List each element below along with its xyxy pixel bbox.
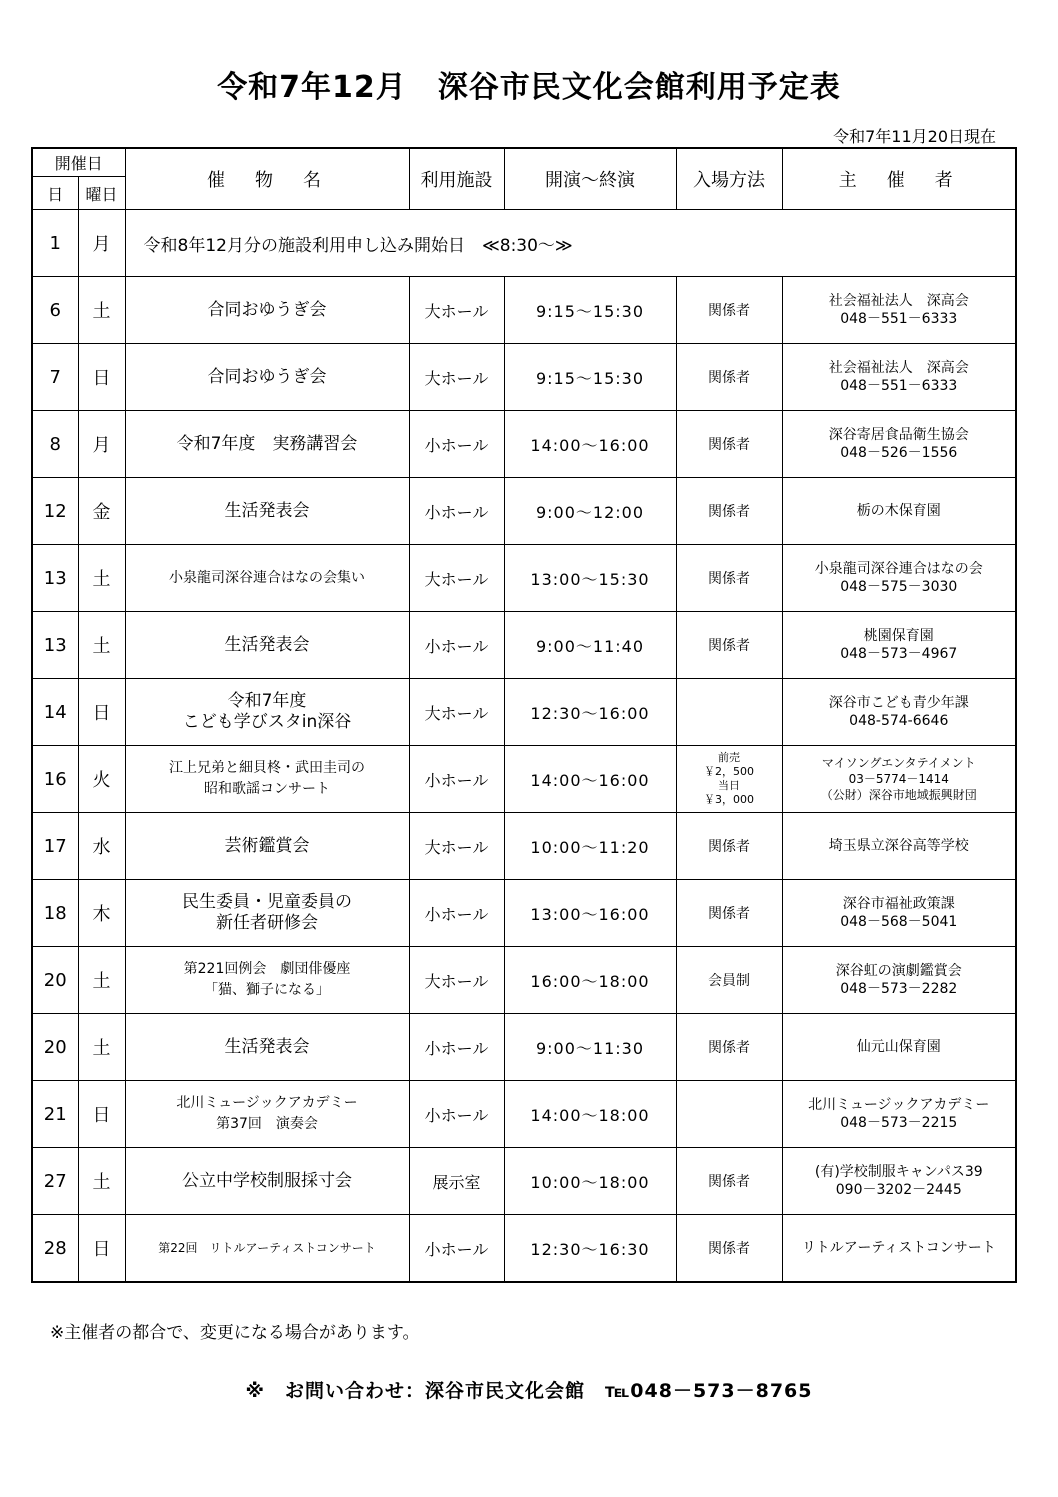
cell-event (125, 545, 409, 612)
cell-time: 14:00～16:00 (504, 411, 676, 478)
cell-entry (676, 813, 782, 880)
cell-time: 9:00～12:00 (504, 478, 676, 545)
schedule-table (31, 147, 1017, 1283)
cell-facility: 小ホール (409, 746, 504, 813)
table-row (32, 813, 1016, 880)
cell-time: 16:00～18:00 (504, 947, 676, 1014)
cell-organizer (782, 1215, 1016, 1283)
cell-line: 03－5774－1414 (848, 772, 949, 786)
cell-entry (676, 1081, 782, 1148)
cell-event (125, 679, 409, 746)
cell-entry (676, 411, 782, 478)
cell-event (125, 947, 409, 1014)
table-row (32, 947, 1016, 1014)
cell-organizer (782, 411, 1016, 478)
cell-weekday: 日 (78, 679, 125, 746)
cell-line: 048－551－6333 (840, 311, 958, 327)
cell-line: 090－3202－2445 (835, 1182, 962, 1198)
cell-day: 13 (32, 545, 78, 612)
cell-time: 9:00～11:40 (504, 612, 676, 679)
cell-weekday: 金 (78, 478, 125, 545)
cell-facility: 大ホール (409, 679, 504, 746)
notice-row (32, 210, 1016, 277)
cell-line: 関係者 (708, 638, 751, 654)
cell-facility: 大ホール (409, 947, 504, 1014)
cell-entry (676, 880, 782, 947)
cell-line: 桃園保育園 (863, 628, 934, 644)
cell-line: 合同おゆうぎ会 (207, 366, 327, 387)
cell-line: 深谷虹の演劇鑑賞会 (835, 963, 962, 979)
header-date-group: 開催日 (32, 148, 125, 177)
cell-entry (676, 545, 782, 612)
cell-time: 12:30～16:00 (504, 679, 676, 746)
cell-time: 13:00～15:30 (504, 545, 676, 612)
header-weekday: 曜日 (78, 177, 125, 210)
cell-line: 社会福祉法人 深高会 (828, 360, 969, 376)
table-row (32, 277, 1016, 344)
cell-organizer (782, 1014, 1016, 1081)
cell-line: 社会福祉法人 深高会 (828, 293, 969, 309)
cell-facility: 小ホール (409, 478, 504, 545)
cell-time: 13:00～16:00 (504, 880, 676, 947)
notice-text: 令和8年12月分の施設利用申し込み開始日 ≪8:30～≫ (125, 210, 1016, 277)
cell-day: 18 (32, 880, 78, 947)
cell-line: 048－573－2215 (840, 1115, 958, 1131)
cell-line: 第37回 演奏会 (216, 1116, 318, 1132)
cell-facility: 大ホール (409, 344, 504, 411)
cell-day: 27 (32, 1148, 78, 1215)
cell-time: 14:00～16:00 (504, 746, 676, 813)
cell-line: 民生委員・児童委員の (182, 892, 353, 912)
cell-facility: 大ホール (409, 545, 504, 612)
cell-organizer (782, 344, 1016, 411)
cell-line: 生活発表会 (224, 1036, 310, 1057)
cell-day: 16 (32, 746, 78, 813)
cell-time: 14:00～18:00 (504, 1081, 676, 1148)
cell-line: 仙元山保育園 (856, 1039, 941, 1055)
cell-line: 生活発表会 (224, 634, 310, 655)
page-title: 令和7年12月 深谷市民文化会館利用予定表 (217, 70, 841, 105)
cell-weekday: 日 (78, 1081, 125, 1148)
cell-facility: 大ホール (409, 277, 504, 344)
cell-line: 新任者研修会 (216, 913, 319, 933)
cell-weekday: 日 (78, 344, 125, 411)
cell-weekday: 火 (78, 746, 125, 813)
cell-line: こども学びスタin深谷 (182, 712, 352, 732)
cell-line: 関係者 (708, 504, 751, 520)
cell-line: 令和7年度 実務講習会 (176, 433, 358, 454)
cell-day: 20 (32, 947, 78, 1014)
cell-line: 048-574-6646 (849, 713, 949, 729)
cell-line: 深谷市こども青少年課 (828, 695, 969, 711)
cell-line: 048－526－1556 (840, 445, 958, 461)
cell-day: 20 (32, 1014, 78, 1081)
cell-organizer (782, 277, 1016, 344)
cell-entry (676, 1148, 782, 1215)
cell-entry (676, 947, 782, 1014)
header-entry: 入場方法 (676, 148, 782, 210)
cell-line: 江上兄弟と細貝柊・武田圭司の (169, 760, 366, 776)
cell-line: 関係者 (708, 571, 751, 587)
header-organizer: 主 催 者 (782, 148, 1016, 210)
cell-day: 8 (32, 411, 78, 478)
cell-line: 会員制 (708, 973, 751, 989)
cell-day: 28 (32, 1215, 78, 1283)
cell-line: 小泉龍司深谷連合はなの会集い (169, 569, 366, 586)
cell-line: 北川ミュージックアカデミー (176, 1095, 358, 1111)
cell-time: 10:00～11:20 (504, 813, 676, 880)
cell-weekday: 土 (78, 612, 125, 679)
table-row (32, 1081, 1016, 1148)
table-row (32, 344, 1016, 411)
cell-time: 10:00～18:00 (504, 1148, 676, 1215)
cell-facility: 小ホール (409, 1081, 504, 1148)
cell-entry (676, 1215, 782, 1283)
cell-weekday: 月 (78, 411, 125, 478)
cell-line: 栃の木保育園 (856, 503, 941, 519)
cell-weekday: 日 (78, 1215, 125, 1283)
cell-day: 6 (32, 277, 78, 344)
cell-line: 小泉龍司深谷連合はなの会 (814, 561, 983, 577)
header-day: 日 (32, 177, 78, 210)
header-event: 催 物 名 (125, 148, 409, 210)
cell-line: 048－551－6333 (840, 378, 958, 394)
cell-weekday: 土 (78, 1148, 125, 1215)
cell-event (125, 411, 409, 478)
cell-line: 関係者 (708, 370, 751, 386)
cell-organizer (782, 545, 1016, 612)
cell-line: 合同おゆうぎ会 (207, 299, 327, 320)
cell-weekday: 月 (78, 210, 125, 277)
cell-day: 1 (32, 210, 78, 277)
cell-line: 048－568－5041 (840, 914, 958, 930)
cell-organizer (782, 679, 1016, 746)
table-row (32, 545, 1016, 612)
cell-entry (676, 344, 782, 411)
cell-line: 公立中学校制服採寸会 (182, 1170, 353, 1191)
cell-event (125, 880, 409, 947)
cell-entry (676, 277, 782, 344)
cell-entry (676, 478, 782, 545)
cell-line: 048－573－4967 (840, 646, 958, 662)
cell-facility: 小ホール (409, 1215, 504, 1283)
cell-organizer (782, 880, 1016, 947)
cell-line: リトルアーティストコンサート (801, 1240, 996, 1256)
cell-facility: 展示室 (409, 1148, 504, 1215)
cell-line: ￥2，500 (704, 765, 755, 778)
cell-organizer (782, 612, 1016, 679)
cell-event (125, 344, 409, 411)
cell-line: 関係者 (708, 1040, 751, 1056)
cell-event (125, 612, 409, 679)
table-row (32, 411, 1016, 478)
cell-facility: 大ホール (409, 813, 504, 880)
table-row (32, 880, 1016, 947)
cell-line: 関係者 (708, 437, 751, 453)
cell-entry (676, 679, 782, 746)
cell-organizer (782, 1081, 1016, 1148)
cell-line: 昭和歌謡コンサート (204, 781, 331, 797)
cell-day: 21 (32, 1081, 78, 1148)
cell-line: 埼玉県立深谷高等学校 (828, 838, 969, 854)
cell-line: ￥3，000 (704, 793, 755, 806)
cell-weekday: 土 (78, 545, 125, 612)
cell-line: 関係者 (708, 1241, 751, 1257)
cell-line: 前売 (718, 751, 741, 764)
cell-line: 北川ミュージックアカデミー (808, 1097, 990, 1113)
cell-line: 関係者 (708, 839, 751, 855)
cell-organizer (782, 947, 1016, 1014)
cell-day: 7 (32, 344, 78, 411)
as-of-date: 令和7年11月20日現在 (833, 127, 996, 146)
cell-organizer (782, 478, 1016, 545)
cell-line: 令和7年度 (227, 691, 307, 711)
table-row (32, 1148, 1016, 1215)
cell-facility: 小ホール (409, 1014, 504, 1081)
cell-event (125, 813, 409, 880)
cell-line: 深谷市福祉政策課 (842, 896, 955, 912)
cell-line: 第221回例会 劇団俳優座 (183, 961, 351, 977)
cell-day: 14 (32, 679, 78, 746)
cell-event (125, 1081, 409, 1148)
cell-time: 12:30～16:30 (504, 1215, 676, 1283)
cell-time: 9:15～15:30 (504, 344, 676, 411)
header-facility: 利用施設 (409, 148, 504, 210)
cell-entry (676, 612, 782, 679)
cell-line: 関係者 (708, 303, 751, 319)
cell-line: 関係者 (708, 906, 751, 922)
cell-line: 当日 (718, 779, 741, 792)
cell-weekday: 水 (78, 813, 125, 880)
cell-line: (有)学校制服キャンパス39 (814, 1164, 983, 1180)
cell-weekday: 土 (78, 947, 125, 1014)
cell-line: （公財）深谷市地域振興財団 (820, 788, 977, 802)
footnote: ※主催者の都合で、変更になる場合があります。 (50, 1323, 420, 1343)
cell-line: 生活発表会 (224, 500, 310, 521)
cell-entry (676, 1014, 782, 1081)
cell-day: 12 (32, 478, 78, 545)
table-row (32, 746, 1016, 813)
cell-line: 関係者 (708, 1174, 751, 1190)
cell-facility: 小ホール (409, 612, 504, 679)
cell-event (125, 1215, 409, 1283)
cell-line: 第22回 リトルアーティストコンサート (158, 1240, 376, 1255)
table-row (32, 679, 1016, 746)
cell-event (125, 746, 409, 813)
cell-time: 9:00～11:30 (504, 1014, 676, 1081)
cell-facility: 小ホール (409, 411, 504, 478)
cell-time: 9:15～15:30 (504, 277, 676, 344)
cell-line: 深谷寄居食品衛生協会 (828, 427, 969, 443)
cell-organizer (782, 1148, 1016, 1215)
cell-event (125, 1148, 409, 1215)
cell-line: 「猫、獅子になる」 (204, 982, 331, 998)
cell-entry (676, 746, 782, 813)
cell-line: 芸術鑑賞会 (224, 835, 310, 856)
table-row (32, 612, 1016, 679)
cell-organizer (782, 813, 1016, 880)
cell-weekday: 土 (78, 1014, 125, 1081)
cell-weekday: 木 (78, 880, 125, 947)
contact-info: ※ お問い合わせ：深谷市民文化会館 ℡048－573－8765 (245, 1380, 813, 1402)
cell-line: 048－575－3030 (840, 579, 958, 595)
cell-organizer (782, 746, 1016, 813)
cell-facility: 小ホール (409, 880, 504, 947)
cell-line: 048－573－2282 (840, 981, 958, 997)
header-time: 開演～終演 (504, 148, 676, 210)
table-row (32, 478, 1016, 545)
cell-weekday: 土 (78, 277, 125, 344)
cell-event (125, 1014, 409, 1081)
table-row (32, 1215, 1016, 1283)
cell-event (125, 277, 409, 344)
cell-day: 17 (32, 813, 78, 880)
cell-day: 13 (32, 612, 78, 679)
table-row (32, 1014, 1016, 1081)
cell-event (125, 478, 409, 545)
cell-line: マイソングエンタテイメント (821, 756, 976, 770)
